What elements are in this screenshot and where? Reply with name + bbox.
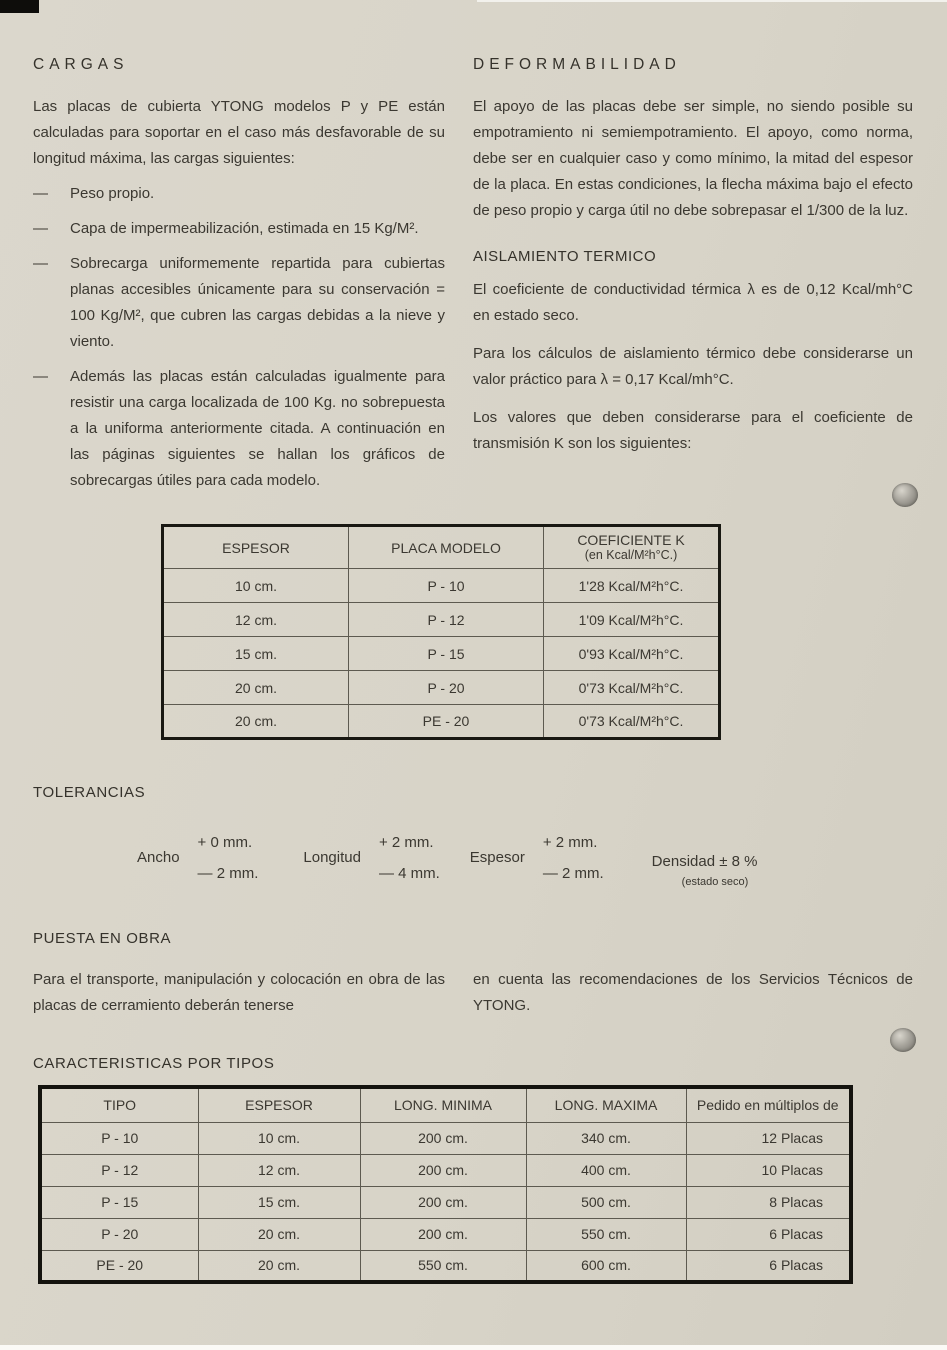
tolerancias-section: [33, 784, 913, 888]
list-item: [33, 364, 445, 494]
tolerance-minus-value: — 2 mm.: [542, 864, 604, 882]
puesta-paragraph-left: Para el transporte, manipulación y colocación en obra de las placas de cerramiento deberán tenerse: [33, 971, 445, 1014]
table-cell: 15 cm.: [163, 637, 349, 671]
list-item-text: Capa de impermeabilización, estimada en 15 Kg/M².: [70, 220, 419, 237]
tolerance-group-longitud: [303, 834, 439, 882]
tolerance-plus-value: + 2 mm.: [542, 833, 598, 851]
section-title-caracteristicas: CARACTERISTICAS POR TIPOS: [33, 1055, 275, 1072]
table-cell: 12 Placas: [686, 1122, 851, 1154]
tolerancias-row: [33, 827, 913, 888]
table-row: [40, 1122, 851, 1154]
table-cell: 0'93 Kcal/M²h°C.: [544, 637, 720, 671]
table-cell: 1'28 Kcal/M²h°C.: [544, 569, 720, 603]
densidad-note: (estado seco): [681, 876, 749, 888]
puesta-en-obra-section: [33, 930, 913, 1019]
table-cell: 200 cm.: [360, 1122, 526, 1154]
tolerance-label: Ancho: [137, 849, 180, 866]
tolerance-values: [543, 834, 604, 882]
table-cell: 10 Placas: [686, 1154, 851, 1186]
table-cell: 20 cm.: [163, 705, 349, 739]
table-cell: 6 Placas: [686, 1218, 851, 1250]
table-cell: P - 10: [349, 569, 544, 603]
col-header-placa-modelo: PLACA MODELO: [349, 526, 544, 569]
table-cell: P - 15: [40, 1186, 198, 1218]
table-cell: 550 cm.: [360, 1250, 526, 1282]
col-header-coeficiente-line1: COEFICIENTE K: [577, 532, 685, 548]
section-title-aislamiento: AISLAMIENTO TERMICO: [473, 248, 657, 265]
table-row: [40, 1218, 851, 1250]
col-header-tipo: TIPO: [40, 1087, 198, 1122]
col-header-coeficiente-line2: (en Kcal/M²h°C.): [584, 548, 678, 562]
tolerance-plus-value: + 0 mm.: [197, 833, 253, 851]
table-header-row: [40, 1087, 851, 1122]
table-cell: 600 cm.: [526, 1250, 686, 1282]
list-item: [33, 251, 445, 355]
table-cell: 400 cm.: [526, 1154, 686, 1186]
table-cell: 1'09 Kcal/M²h°C.: [544, 603, 720, 637]
list-item-text: Peso propio.: [70, 185, 155, 202]
aislamiento-paragraph-3: Los valores que deben considerarse para el coeficiente de transmisión K son los siguientes:: [473, 409, 913, 452]
aislamiento-paragraph-2: Para los cálculos de aislamiento térmico debe considerarse un valor práctico para λ = 0,17 Kcal/mh°C.: [473, 345, 913, 388]
col-header-espesor: ESPESOR: [163, 526, 349, 569]
table-cell: PE - 20: [349, 705, 544, 739]
densidad-value: Densidad ± 8 %: [651, 853, 758, 870]
table-cell: 550 cm.: [526, 1218, 686, 1250]
table-cell: 0'73 Kcal/M²h°C.: [544, 705, 720, 739]
table-cell: P - 10: [40, 1122, 198, 1154]
table-cell: 0'73 Kcal/M²h°C.: [544, 671, 720, 705]
col-header-coeficiente-k: [544, 526, 720, 569]
table-cell: P - 20: [40, 1218, 198, 1250]
table-cell: 340 cm.: [526, 1122, 686, 1154]
table-cell: 200 cm.: [360, 1186, 526, 1218]
column-deformabilidad: [473, 56, 913, 494]
table-cell: P - 15: [349, 637, 544, 671]
table-cell: P - 12: [40, 1154, 198, 1186]
tolerance-group-espesor: [470, 834, 604, 882]
col-header-long-minima: LONG. MINIMA: [360, 1087, 526, 1122]
coef-table: [161, 524, 721, 740]
tolerance-label: Espesor: [469, 849, 525, 866]
table-cell: P - 20: [349, 671, 544, 705]
puesta-paragraph-right: en cuenta las recomendaciones de los Servicios Técnicos de YTONG.: [473, 971, 913, 1014]
table-cell: 12 cm.: [163, 603, 349, 637]
table-cell: 12 cm.: [198, 1154, 360, 1186]
deformabilidad-paragraph: El apoyo de las placas debe ser simple, no siendo posible su empotramiento ni semiempotramiento. El apoyo, como norma, debe ser en cualquier caso y como mínimo, la mitad del espesor de la placa. En estas condiciones, la flecha máxima bajo el efecto de peso propio y carga útil no debe sobrepasar el 1/300 de la luz.: [473, 98, 913, 219]
table-cell: 10 cm.: [198, 1122, 360, 1154]
hole-punch: [890, 1028, 916, 1052]
tipos-table-body: [40, 1122, 851, 1282]
table-row: [40, 1250, 851, 1282]
tolerance-minus-value: — 4 mm.: [378, 864, 440, 882]
table-cell: 500 cm.: [526, 1186, 686, 1218]
table-cell: 200 cm.: [360, 1154, 526, 1186]
two-column-section: [33, 56, 913, 494]
tolerance-values: [198, 834, 259, 882]
tolerance-minus-value: — 2 mm.: [197, 864, 259, 882]
section-title-deformabilidad: DEFORMABILIDAD: [473, 56, 681, 73]
hole-punch: [892, 483, 918, 507]
tolerance-group-ancho: [137, 834, 258, 882]
table-row: [40, 1186, 851, 1218]
column-cargas: [33, 56, 445, 494]
col-header-long-maxima: LONG. MAXIMA: [526, 1087, 686, 1122]
table-cell: 20 cm.: [198, 1218, 360, 1250]
table-row: [40, 1154, 851, 1186]
dash-bullet: —: [33, 185, 48, 202]
scan-edge-bottom: [0, 1345, 947, 1350]
section-title-cargas: CARGAS: [33, 56, 129, 73]
list-item: [33, 216, 445, 242]
table-row: [163, 569, 720, 603]
table-row: [163, 705, 720, 739]
tolerance-values: [379, 834, 440, 882]
col-header-pedido-multiplos: Pedido en múltiplos de: [686, 1087, 851, 1122]
section-title-puesta-en-obra: PUESTA EN OBRA: [33, 930, 172, 947]
dash-bullet: —: [33, 220, 48, 237]
list-item-text: Además las placas están calculadas igualmente para resistir una carga localizada de 100 Kg. no sobrepuesta a la uniforma anteriormente citada. A continuación en las páginas siguientes se hallan los gráficos de sobrecargas útiles para cada modelo.: [70, 368, 445, 489]
list-item: [33, 181, 445, 207]
table-cell: 10 cm.: [163, 569, 349, 603]
caracteristicas-section: [33, 1055, 913, 1284]
table-cell: 20 cm.: [198, 1250, 360, 1282]
section-title-tolerancias: TOLERANCIAS: [33, 784, 146, 801]
cargas-intro-paragraph: Las placas de cubierta YTONG modelos P y PE están calculadas para soportar en el caso más desfavorable de su longitud máxima, las cargas siguientes:: [33, 98, 445, 167]
list-item-text: Sobrecarga uniformemente repartida para cubiertas planas accesibles únicamente para su conservación = 100 Kg/M², que cubren las cargas debidas a la nieve y viento.: [70, 255, 445, 350]
dash-bullet: —: [33, 255, 48, 272]
coef-table-body: [163, 569, 720, 739]
puesta-columns: [33, 967, 913, 1019]
densidad-group: [652, 853, 758, 888]
table-row: [163, 671, 720, 705]
tipos-table: [38, 1085, 853, 1284]
dash-bullet: —: [33, 368, 48, 385]
table-cell: PE - 20: [40, 1250, 198, 1282]
aislamiento-paragraph-1: El coeficiente de conductividad térmica λ es de 0,12 Kcal/mh°C en estado seco.: [473, 281, 913, 324]
table-cell: 15 cm.: [198, 1186, 360, 1218]
col-header-espesor: ESPESOR: [198, 1087, 360, 1122]
table-row: [163, 637, 720, 671]
tolerance-plus-value: + 2 mm.: [378, 833, 434, 851]
tolerance-label: Longitud: [303, 849, 361, 866]
table-cell: 20 cm.: [163, 671, 349, 705]
table-cell: 200 cm.: [360, 1218, 526, 1250]
table-cell: P - 12: [349, 603, 544, 637]
table-row: [163, 603, 720, 637]
table-cell: 6 Placas: [686, 1250, 851, 1282]
table-header-row: [163, 526, 720, 569]
table-cell: 8 Placas: [686, 1186, 851, 1218]
